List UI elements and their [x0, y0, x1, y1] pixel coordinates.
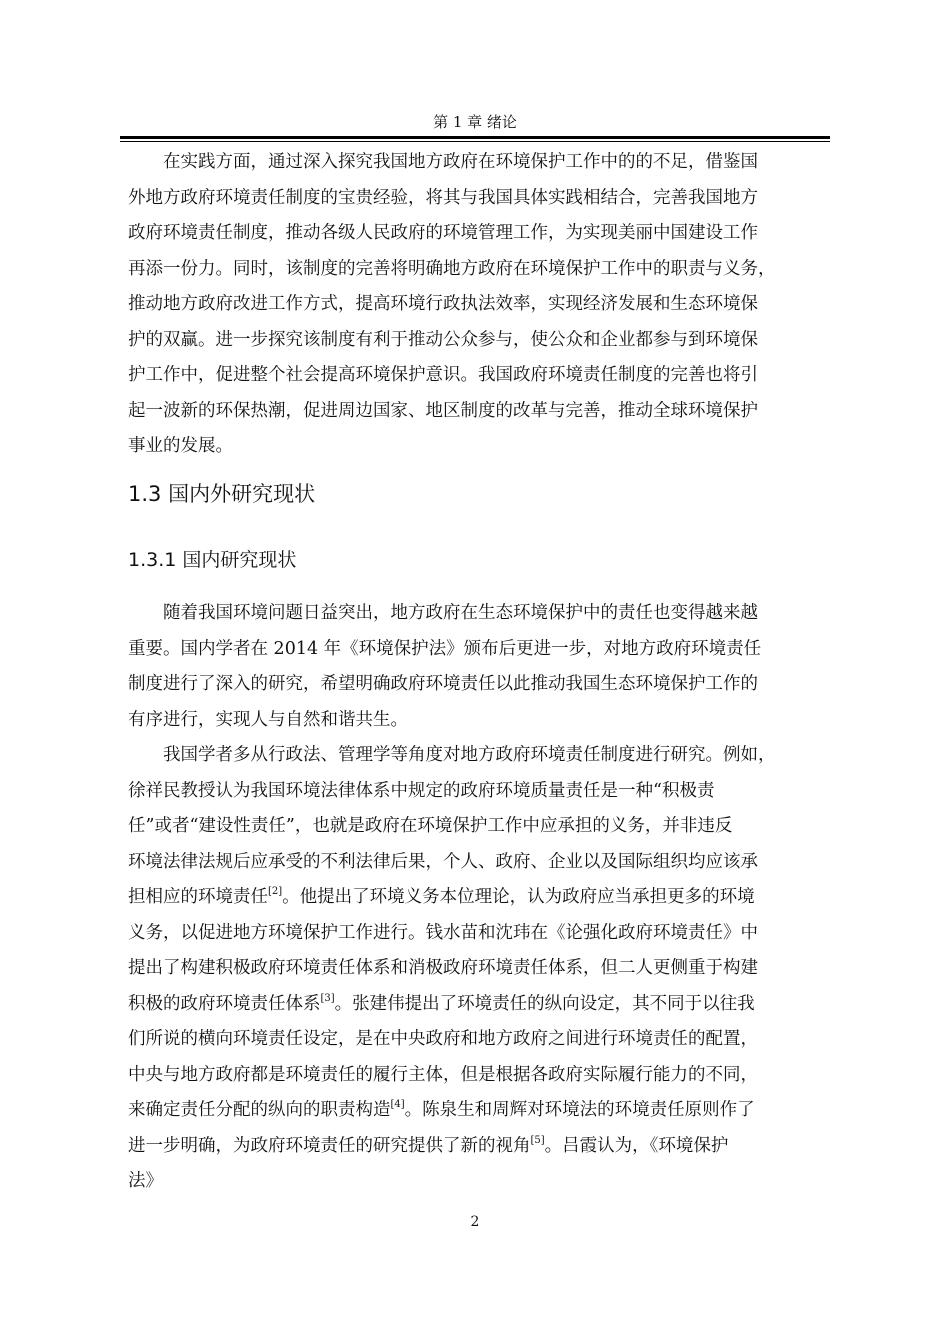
text-line: 政府环境责任制度，推动各级人民政府的环境管理工作，为实现美丽中国建设工作 [128, 223, 758, 243]
text-line: 任”或者“建设性责任”，也就是政府在环境保护工作中应承担的义务，并非违反 [128, 816, 733, 836]
header-rule-thick [120, 136, 830, 139]
text-line: 提出了构建积极政府环境责任体系和消极政府环境责任体系，但二人更侧重于构建 [128, 958, 758, 978]
text-line: 外地方政府环境责任制度的宝贵经验，将其与我国具体实践相结合，完善我国地方 [128, 187, 758, 208]
text-line: 推动地方政府改进工作方式，提高环境行政执法效率，实现经济发展和生态环境保 [128, 294, 758, 314]
text-line: 在实践方面，通过深入探究我国地方政府在环境保护工作中的的不足，借鉴国 [163, 152, 758, 172]
text-line-with-citation: 积极的政府环境责任体系[3]。张建伟提出了环境责任的纵向设定，其不同于以往我 [128, 992, 755, 1014]
citation-3[interactable]: [3] [320, 992, 335, 1004]
text-line: 事业的发展。 [128, 436, 233, 456]
text-line: 我国学者多从行政法、管理学等角度对地方政府环境责任制度进行研究。例如， [163, 745, 776, 765]
citation-4[interactable]: [4] [390, 1099, 405, 1110]
text-line-with-citation: 进一步明确，为政府环境责任的研究提供了新的视角[5]。吕霞认为，《环境保护 [128, 1134, 729, 1156]
subsection-heading-1-3-1: 1.3.1 国内研究现状 [128, 549, 297, 571]
text-line: 们所说的横向环境责任设定，是在中央政府和地方政府之间进行环境责任的配置， [128, 1029, 758, 1049]
text-line: 制度进行了深入的研究，希望明确政府环境责任以此推动我国生态环境保护工作的 [128, 674, 758, 694]
text-line: 护工作中，促进整个社会提高环境保护意识。我国政府环境责任制度的完善也将引 [128, 365, 758, 385]
text-line-with-citation: 来确定责任分配的纵向的职责构造[4]。陈泉生和周辉对环境法的环境责任原则作了 [128, 1099, 755, 1120]
section-heading-1-3: 1.3 国内外研究现状 [128, 482, 316, 506]
text-line: 随着我国环境问题日益突出，地方政府在生态环境保护中的责任也变得越来越 [163, 603, 758, 623]
paragraph-practice [128, 145, 830, 465]
text-line: 重要。国内学者在 2014 年《环境保护法》颁布后更进一步，对地方政府环境责任 [128, 638, 762, 659]
text-line: 义务，以促进地方环境保护工作进行。钱水苗和沈玮在《论强化政府环境责任》中 [128, 922, 758, 943]
text-line-with-citation: 担相应的环境责任[2]。他提出了环境义务本位理论，认为政府应当承担更多的环境 [128, 886, 755, 907]
citation-5[interactable]: [5] [530, 1134, 545, 1146]
text-line: 徐祥民教授认为我国环境法律体系中规定的政府环境质量责任是一种“积极责 [128, 780, 715, 801]
text-line: 有序进行，实现人与自然和谐共生。 [128, 709, 408, 730]
text-line: 再添一份力。同时，该制度的完善将明确地方政府在环境保护工作中的职责与义务， [128, 258, 776, 279]
page-number: 2 [470, 1214, 480, 1230]
text-line: 法》 [128, 1171, 163, 1191]
text-line: 中央与地方政府都是环境责任的履行主体，但是根据各政府实际履行能力的不同， [128, 1064, 758, 1085]
header-rule-thin [120, 141, 830, 142]
text-line: 起一波新的环保热潮，促进周边国家、地区制度的改革与完善，推动全球环境保护 [128, 400, 758, 421]
chapter-header: 第 1 章 绪论 [433, 113, 517, 131]
text-line: 护的双赢。进一步探究该制度有利于推动公众参与，使公众和企业都参与到环境保 [128, 329, 758, 350]
paragraph-domestic-intro [128, 596, 830, 738]
citation-2[interactable]: [2] [268, 886, 283, 897]
paragraph-scholars [128, 738, 830, 1200]
text-line: 环境法律法规后应承受的不利法律后果，个人、政府、企业以及国际组织均应该承 [128, 851, 758, 872]
